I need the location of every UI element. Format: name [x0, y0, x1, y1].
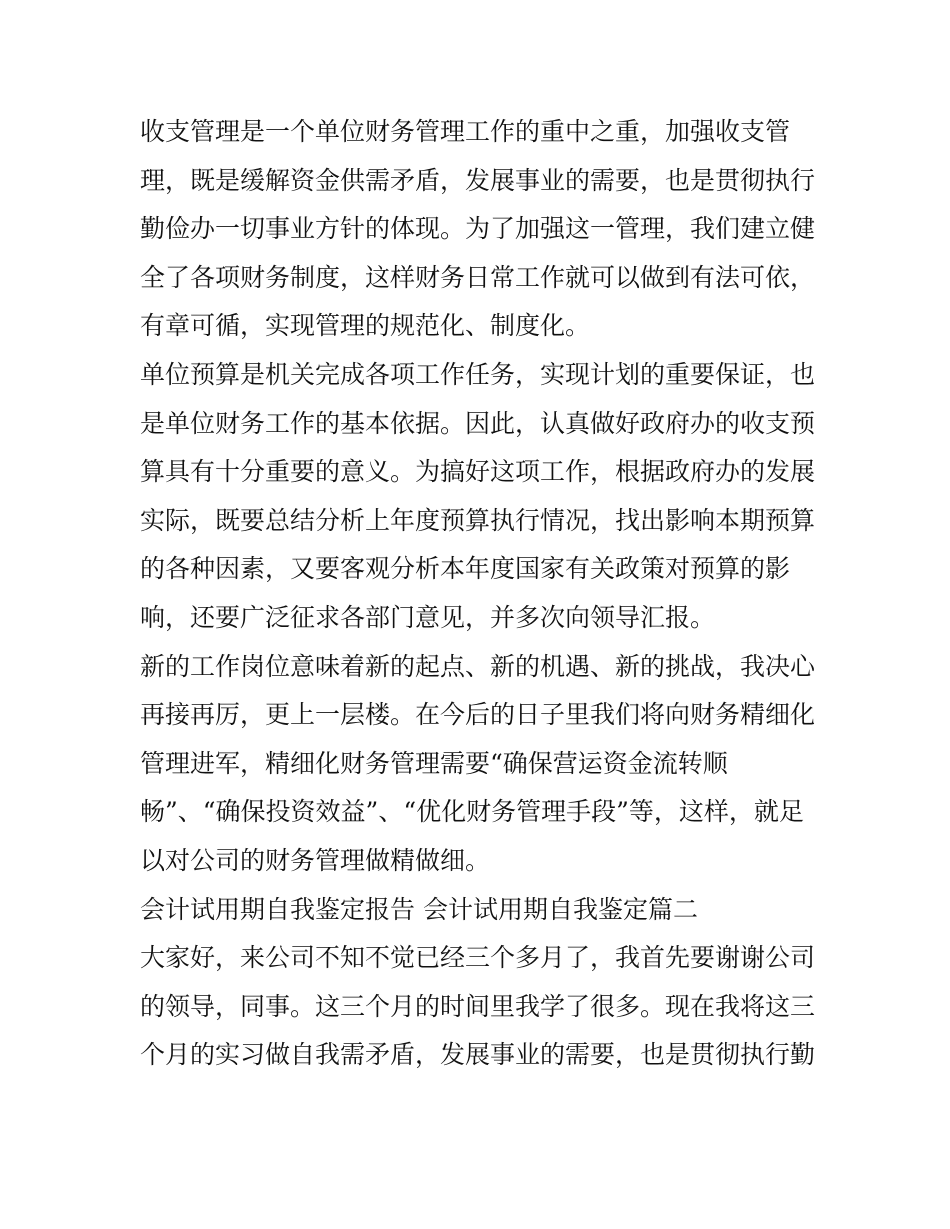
text-line: 理，既是缓解资金供需矛盾，发展事业的需要，也是贯彻执行	[140, 165, 816, 195]
text-line: 管理进军，精细化财务管理需要“确保营运资金流转顺	[140, 748, 728, 778]
text-line: 新的工作岗位意味着新的起点、新的机遇、新的挑战，我决心	[140, 651, 816, 681]
text-line: 响，还要广泛征求各部门意见，并多次向领导汇报。	[140, 602, 716, 632]
text-line: 是单位财务工作的基本依据。因此，认真做好政府办的收支预	[140, 408, 816, 438]
paragraph-budget	[140, 351, 820, 643]
text-line: 再接再厉，更上一层楼。在今后的日子里我们将向财务精细化	[140, 700, 816, 730]
text-line: 的各种因素，又要客观分析本年度国家有关政策对预算的影	[140, 554, 791, 584]
paragraph-new-position	[140, 643, 820, 886]
text-line: 算具有十分重要的意义。为搞好这项工作，根据政府办的发展	[140, 457, 816, 487]
text-line: 有章可循，实现管理的规范化、制度化。	[140, 311, 591, 341]
heading-line: 会计试用期自我鉴定报告 会计试用期自我鉴定篇二	[140, 894, 698, 924]
text-line: 全了各项财务制度，这样财务日常工作就可以做到有法可依，	[140, 262, 816, 292]
paragraph-greeting	[140, 934, 820, 1080]
text-line: 收支管理是一个单位财务管理工作的重中之重，加强收支管	[140, 117, 791, 146]
text-line: 以对公司的财务管理做精做细。	[140, 845, 491, 875]
text-line: 的领导，同事。这三个月的时间里我学了很多。现在我将这三	[140, 991, 816, 1021]
document-body	[140, 108, 820, 1080]
text-line: 实际，既要总结分析上年度预算执行情况，找出影响本期预算	[140, 505, 816, 535]
text-line: 勤俭办一切事业方针的体现。为了加强这一管理，我们建立健	[140, 214, 816, 244]
text-line: 单位预算是机关完成各项工作任务，实现计划的重要保证，也	[140, 359, 816, 389]
section-heading	[140, 886, 820, 935]
paragraph-income-expenditure	[140, 108, 820, 351]
text-line: 大家好，来公司不知不觉已经三个多月了，我首先要谢谢公司	[140, 943, 816, 973]
text-line: 个月的实习做自我需矛盾，发展事业的需要，也是贯彻执行勤	[140, 1040, 816, 1070]
text-line: 畅”、“确保投资效益”、“优化财务管理手段”等，这样，就足	[140, 797, 804, 827]
